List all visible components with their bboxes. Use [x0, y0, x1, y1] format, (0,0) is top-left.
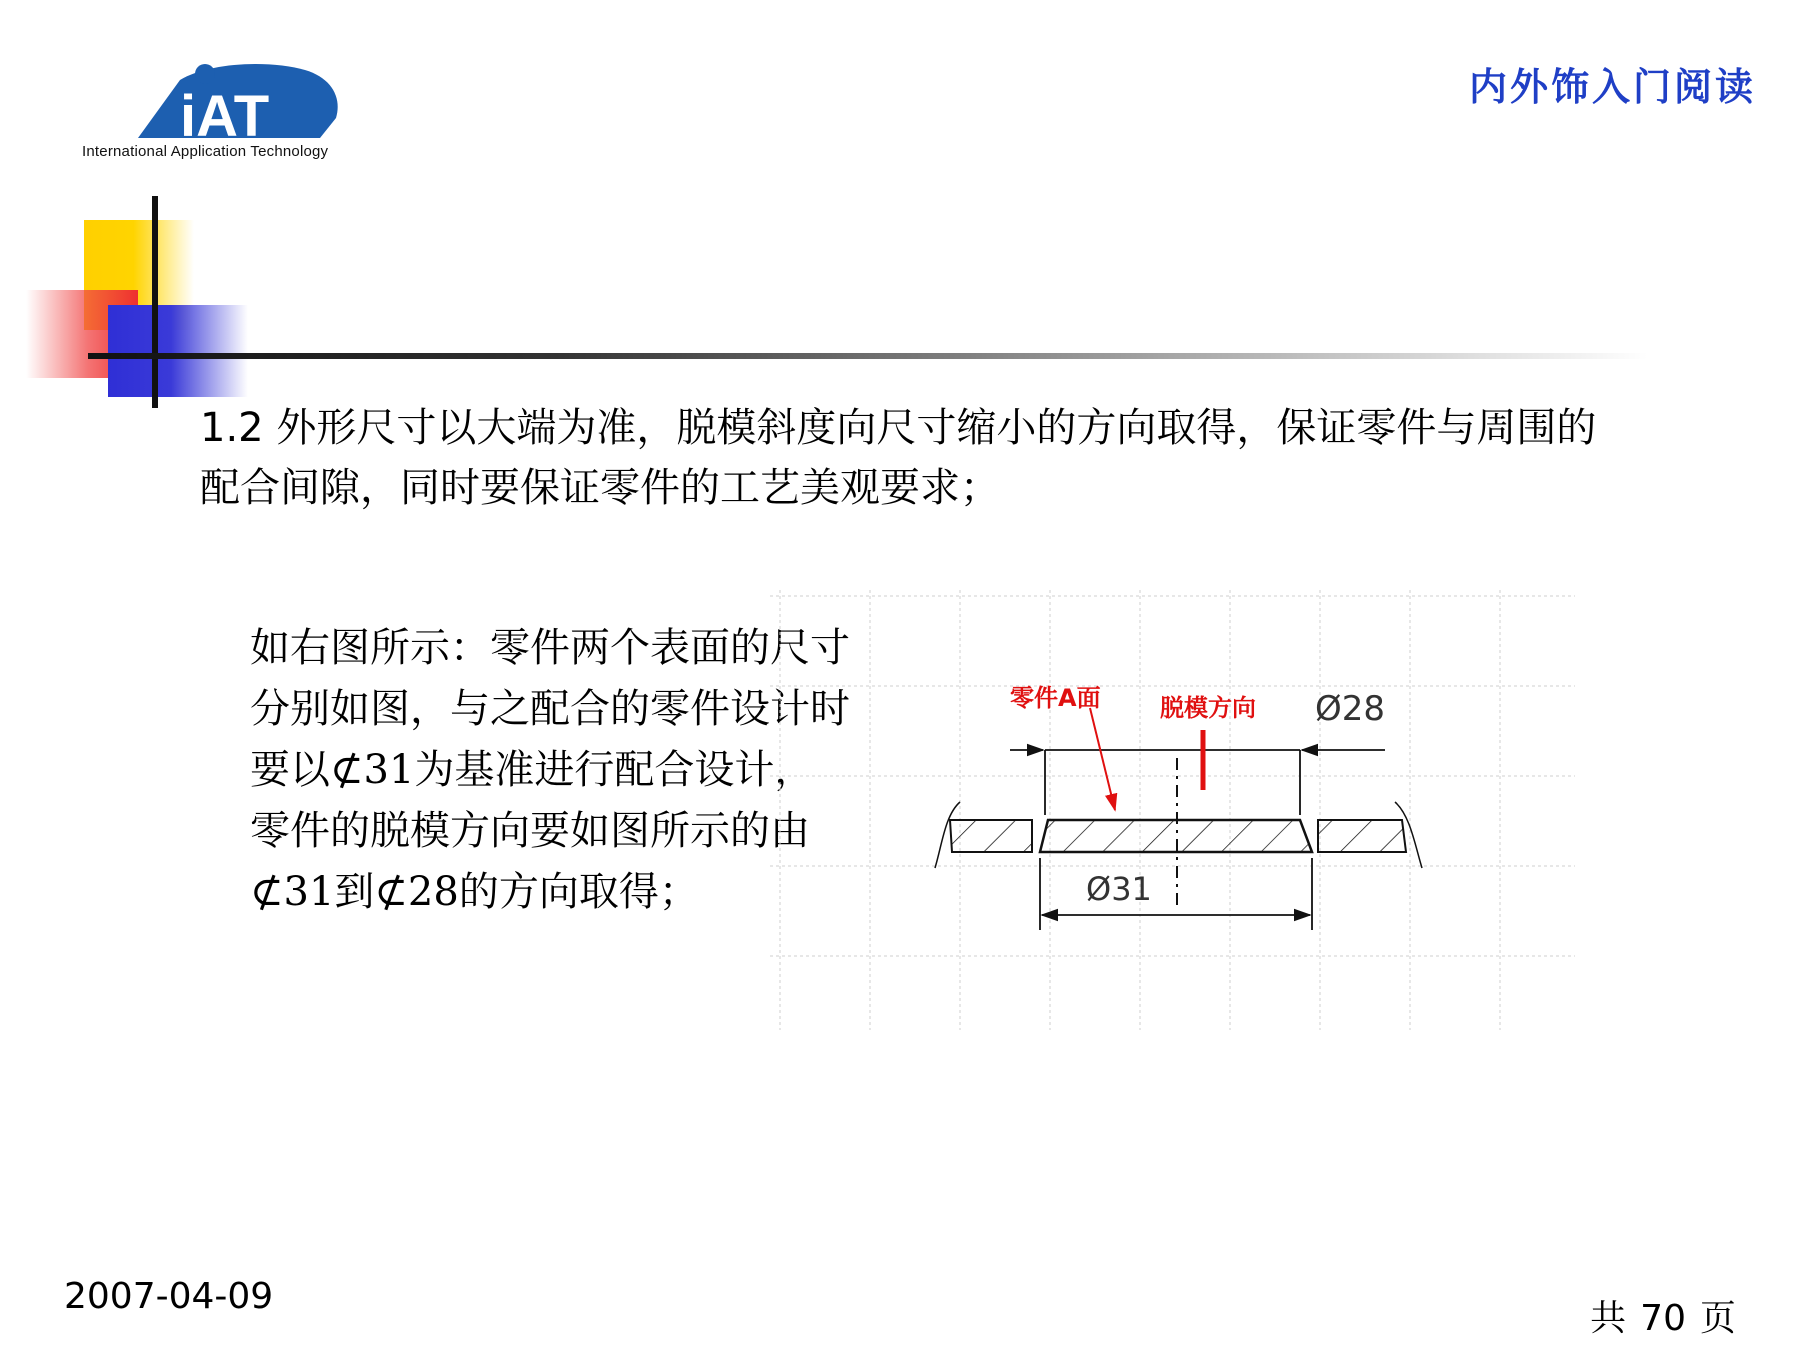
footer-page-count — [1590, 1290, 1736, 1341]
main-paragraph — [200, 398, 1620, 518]
decor-vertical-line — [152, 196, 158, 408]
dimension-top-label: Ø28 — [1315, 689, 1386, 729]
title-divider — [88, 353, 1648, 359]
dimension-top — [1010, 750, 1385, 815]
section-number: 1.2 — [200, 405, 264, 451]
header-tag: 内外饰入门阅读 — [1468, 65, 1756, 109]
mating-part-left — [935, 802, 1032, 868]
logo-wordmark: iAT — [180, 84, 270, 149]
dimension-bottom-label: Ø31 — [1086, 870, 1152, 908]
footer-date: 2007-04-09 — [64, 1276, 274, 1317]
logo-caption: International Application Technology — [82, 143, 329, 160]
decor-blue-square — [108, 305, 248, 397]
figure-grid — [770, 590, 1575, 1030]
main-paragraph-text: 外形尺寸以大端为准，脱模斜度向尺寸缩小的方向取得，保证零件与周围的配合间隙，同时要保证零件的工艺美观要求； — [200, 405, 1597, 511]
leader-part-surface — [1090, 708, 1115, 810]
page-count-number: 70 — [1640, 1298, 1686, 1339]
mating-part-right — [1318, 802, 1422, 868]
draft-direction-drawing — [770, 590, 1590, 1040]
page-count-suffix: 页 — [1699, 1298, 1736, 1339]
page-count-prefix: 共 — [1590, 1298, 1627, 1339]
label-draft-direction: 脱模方向 — [1160, 694, 1256, 722]
label-part-surface: 零件A面 — [1010, 684, 1101, 712]
figure-description: 如右图所示：零件两个表面的尺寸分别如图，与之配合的零件设计时要以⊄31为基准进行配合设计，零件的脱模方向要如图所示的由⊄31到⊄28的方向取得； — [250, 625, 850, 915]
